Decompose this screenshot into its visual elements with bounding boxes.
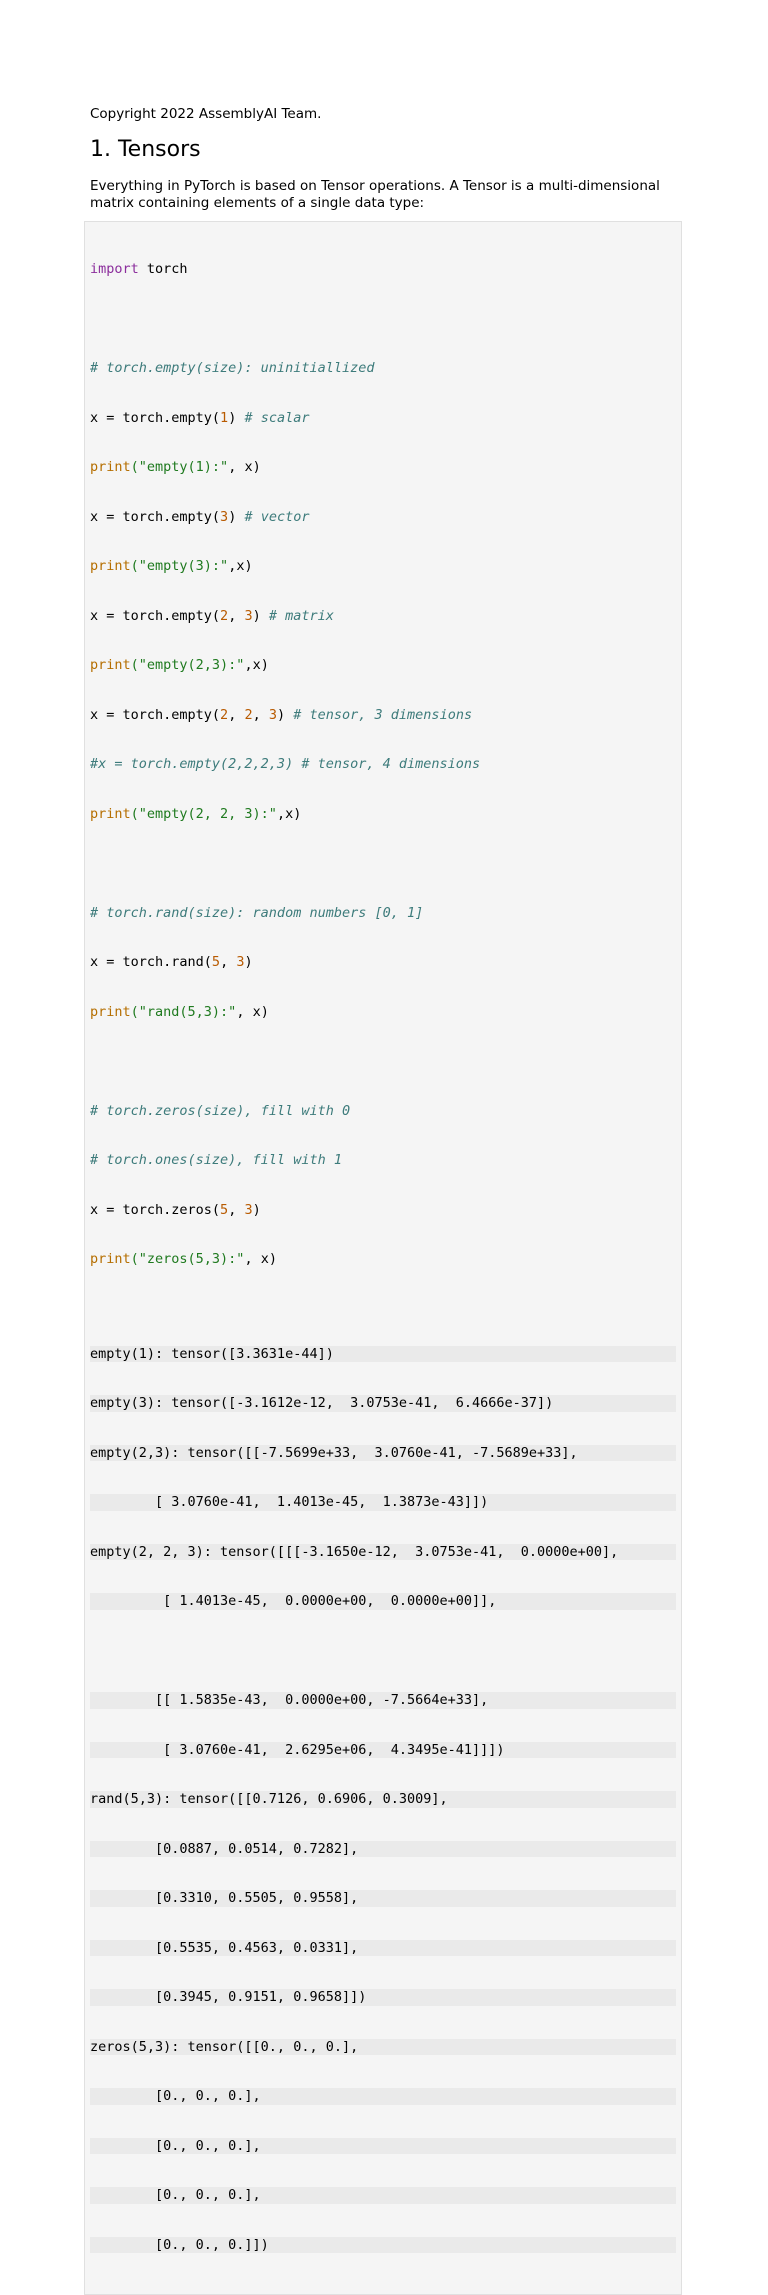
- code-line: [90, 1202, 676, 1219]
- number-token: 2: [220, 706, 229, 723]
- code-line: [90, 1004, 676, 1021]
- code-token: ,: [252, 706, 269, 723]
- builtin-token: print: [90, 657, 131, 673]
- output-line: empty(2,3): tensor([[-7.5699e+33, 3.0760e-41, -7.5689e+33],: [90, 1445, 676, 1462]
- output-line: [ 3.0760e-41, 2.6295e+06, 4.3495e-41]]]): [90, 1742, 676, 1759]
- code-token: , x): [228, 459, 261, 475]
- number-token: 3: [244, 1201, 253, 1218]
- number-token: 5: [211, 954, 221, 970]
- code-token: ): [228, 409, 245, 426]
- code-input[interactable]: [90, 228, 676, 1301]
- comment-token: # torch.zeros(size), fill with 0: [90, 1102, 351, 1119]
- builtin-token: print: [90, 459, 131, 475]
- copyright-text: Copyright 2022 AssemblyAI Team.: [90, 106, 322, 122]
- output-line: empty(3): tensor([-3.1612e-12, 3.0753e-41, 6.4666e-37]): [90, 1395, 676, 1412]
- code-line: [90, 558, 676, 575]
- comment-token: # tensor, 3 dimensions: [293, 706, 473, 723]
- number-token: 1: [220, 409, 229, 426]
- code-line: [90, 806, 676, 823]
- blank-line: [90, 1053, 676, 1070]
- string-token: ("empty(3):": [130, 558, 229, 574]
- output-line: [ 3.0760e-41, 1.4013e-45, 1.3873e-43]]): [90, 1494, 676, 1511]
- output-line: [0.5535, 0.4563, 0.0331],: [90, 1940, 676, 1957]
- blank-line: [90, 855, 676, 872]
- comment-token: # torch.ones(size), fill with 1: [90, 1152, 342, 1168]
- output-line: [[ 1.5835e-43, 0.0000e+00, -7.5664e+33],: [90, 1692, 676, 1709]
- code-line: [90, 360, 676, 377]
- number-token: 2: [220, 607, 229, 624]
- output-line: [0.3310, 0.5505, 0.9558],: [90, 1890, 676, 1907]
- code-line: [90, 1103, 676, 1120]
- output-line: zeros(5,3): tensor([[0., 0., 0.],: [90, 2039, 676, 2056]
- code-line: [90, 608, 676, 625]
- code-token: ,x): [244, 657, 269, 673]
- section-heading: 1. Tensors: [90, 137, 201, 162]
- output-line: rand(5,3): tensor([[0.7126, 0.6906, 0.3009],: [90, 1791, 676, 1808]
- comment-token: # torch.rand(size): random numbers [0, 1]: [90, 904, 424, 921]
- code-token: ): [244, 954, 253, 970]
- blank-line: [90, 311, 676, 328]
- output-line: empty(2, 2, 3): tensor([[[-3.1650e-12, 3.0753e-41, 0.0000e+00],: [90, 1544, 676, 1561]
- code-token: x = torch.rand(: [90, 954, 212, 970]
- output-line: [0., 0., 0.],: [90, 2187, 676, 2204]
- code-token: torch: [138, 261, 188, 277]
- builtin-token: print: [90, 805, 131, 822]
- code-token: x = torch.empty(: [90, 508, 221, 525]
- number-token: 3: [220, 508, 229, 525]
- builtin-token: print: [90, 1003, 131, 1020]
- code-token: , x): [236, 1003, 269, 1020]
- code-token: ,: [228, 607, 245, 624]
- code-line: [90, 1251, 676, 1268]
- blank-output-line: [90, 1643, 676, 1660]
- comment-token: # scalar: [244, 409, 310, 426]
- intro-paragraph: Everything in PyTorch is based on Tensor operations. A Tensor is a multi-dimensional matrix containing elements of a single data type:: [90, 178, 660, 211]
- string-token: ("empty(2,3):": [130, 657, 245, 673]
- code-token: ,: [220, 954, 237, 970]
- comment-token: #x = torch.empty(2,2,2,3) # tensor, 4 dimensions: [90, 756, 481, 772]
- output-line: empty(1): tensor([3.3631e-44]): [90, 1346, 676, 1363]
- code-line: [90, 509, 676, 526]
- comment-token: # matrix: [268, 607, 334, 624]
- code-line: [90, 1152, 676, 1169]
- output-line: [0., 0., 0.]]): [90, 2237, 676, 2254]
- code-line: [90, 657, 676, 674]
- cell-output: [90, 1313, 676, 2287]
- code-token: ): [228, 508, 245, 525]
- string-token: ("rand(5,3):": [130, 1003, 237, 1020]
- code-token: ,: [228, 1201, 245, 1218]
- code-token: ,: [228, 706, 245, 723]
- output-line: [0.0887, 0.0514, 0.7282],: [90, 1841, 676, 1858]
- number-token: 3: [244, 607, 253, 624]
- code-line: [90, 905, 676, 922]
- output-line: [0.3945, 0.9151, 0.9658]]): [90, 1989, 676, 2006]
- number-token: 3: [268, 706, 277, 723]
- number-token: 2: [244, 706, 253, 723]
- string-token: ("empty(1):": [130, 459, 229, 475]
- code-token: ): [252, 1201, 261, 1218]
- code-line: [90, 707, 676, 724]
- output-line: [ 1.4013e-45, 0.0000e+00, 0.0000e+00]],: [90, 1593, 676, 1610]
- code-cell[interactable]: [84, 221, 682, 2295]
- keyword-token: import: [90, 261, 139, 277]
- comment-token: # vector: [244, 508, 310, 525]
- code-line: [90, 459, 676, 476]
- number-token: 5: [220, 1201, 229, 1218]
- code-token: ,x): [228, 558, 253, 574]
- code-line: [90, 261, 676, 278]
- string-token: ("zeros(5,3):": [130, 1251, 245, 1267]
- output-line: [0., 0., 0.],: [90, 2138, 676, 2155]
- builtin-token: print: [90, 1251, 131, 1267]
- code-token: x = torch.zeros(: [90, 1201, 221, 1218]
- code-line: [90, 756, 676, 773]
- builtin-token: print: [90, 558, 131, 574]
- code-token: ): [277, 706, 294, 723]
- output-line: [0., 0., 0.],: [90, 2088, 676, 2105]
- string-token: ("empty(2, 2, 3):": [130, 805, 277, 822]
- code-token: ): [252, 607, 269, 624]
- comment-token: # torch.empty(size): uninitiallized: [90, 360, 375, 376]
- code-token: x = torch.empty(: [90, 409, 221, 426]
- code-line: [90, 954, 676, 971]
- code-token: x = torch.empty(: [90, 706, 221, 723]
- code-token: x = torch.empty(: [90, 607, 221, 624]
- notebook-page: [90, 104, 686, 2295]
- code-token: ,x): [276, 805, 302, 822]
- code-line: [90, 410, 676, 427]
- code-token: , x): [244, 1251, 277, 1267]
- number-token: 3: [236, 954, 245, 970]
